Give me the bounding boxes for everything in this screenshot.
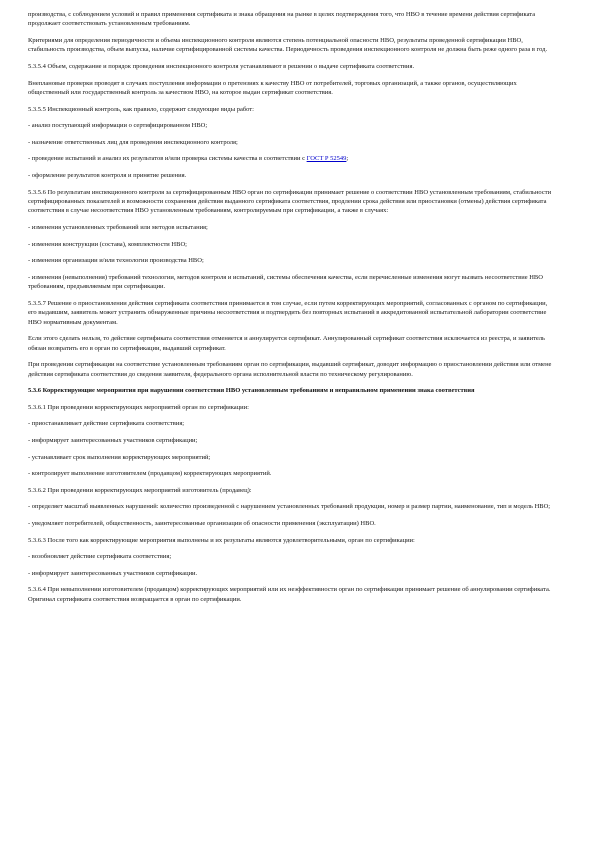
list-item-testing — [28, 154, 557, 163]
list-item-inform-participants: - информирует заинтересованных участников сертификации; — [28, 436, 198, 444]
paragraph-5-3-6-3: 5.3.6.3 После того как корректирующие мероприятия выполнены и их результаты являются удовлетворительными, орган по сертификации: — [28, 536, 415, 544]
section-heading-5-3-6: 5.3.6 Корректирующие мероприятия при нарушении соответствия НВО установленным требованиям и неправильном применении знака соответствия — [28, 387, 475, 395]
paragraph-certification-notice: При проведении сертификации на соответствие установленным требованиям орган по сертификации, выдавший сертификат, доводит информацию о приостановлении действия или отмене действия сертификата соответствия до сведения заявителя, федерального органа исполнительной власти по техническому регулированию. — [28, 361, 552, 378]
paragraph-5-3-5-7: 5.3.5.7 Решение о приостановлении действия сертификата соответствия принимается в том случае, если путем корректирующих мероприятий, согласованных с органом по сертификации, его выдавшим, заявитель может устранить обнаруженные причины несоответствия и подтвердить без повторных испытаний в аккредитованной испытательной лаборатории соответствие НВО нормативным документам. — [28, 299, 548, 326]
list-item-change-methods: - изменения (невыполнения) требований технологии, методов контроля и испытаний, системы обеспечения качества, если перечисленные изменения могут вызвать несоответствие НВО требованиям, предъявляемым при сертификации. — [28, 273, 543, 291]
list-item-set-deadline: - устанавливает срок выполнения корректирующих мероприятий; — [28, 453, 211, 461]
paragraph-unscheduled-checks: Внеплановые проверки проводят в случаях поступления информации о претензиях к качеству НВО от потребителей, торговых организаций, а также органов, осуществляющих общественный или государственный контроль за качеством НВО, на которое выдан сертификат соответствия. — [28, 79, 517, 96]
list-item-determine-scope: - определяет масштаб выявленных нарушений: количество произведенной с нарушением установленных требований продукции, номер и размер партии, наименование, тип и модель НВО; — [28, 503, 551, 511]
list-item-analysis: - анализ поступающей информации о сертифицированном НВО; — [28, 122, 208, 130]
list-item-inform-participants-2: - информирует заинтересованных участников сертификации. — [28, 569, 198, 577]
paragraph-5-3-6-2: 5.3.6.2 При проведении корректирующих мероприятий изготовитель (продавец): — [28, 486, 252, 494]
paragraph-5-3-5-5: 5.3.5.5 Инспекционный контроль, как правило, содержит следующие виды работ: — [28, 105, 254, 113]
paragraph-5-3-6-4: 5.3.6.4 При невыполнении изготовителем (продавцом) корректирующих мероприятий или их неэффективности орган по сертификации принимает решение об аннулировании сертификата. Оригинал сертификата соответствия возвращается в орган по сертификации. — [28, 586, 551, 603]
list-item-resume-certificate: - возобновляет действие сертификата соответствия; — [28, 553, 172, 561]
paragraph-5-3-5-4: 5.3.5.4 Объем, содержание и порядок проведения инспекционного контроля устанавливают в решении о выдаче сертификата соответствия. — [28, 63, 415, 70]
paragraph-5-3-5-6: 5.3.5.6 По результатам инспекционного контроля за сертифицированным НВО орган по сертификации принимает решение о соответствии НВО установленным требованиям, стабильности сертифицированных показателей и возможности сохранения действия выданного сертификата соответствия, продлении срока действия или приостановки (отмены) действия сертификата соответствия в случае несоответствия НВО установленным требованиям, контролируемым при сертификации, а также в случаях: — [28, 188, 552, 215]
gost-link[interactable]: ГОСТ Р 52549 — [306, 155, 347, 163]
list-item-testing-text: - проведение испытаний и анализ их результатов и/или проверка системы качества в соответствии с — [28, 155, 307, 163]
paragraph-certificate-cancellation: Если этого сделать нельзя, то действие сертификата соответствия отменяется и аннулируется сертификат. Аннулированный сертификат соответствия исключается из реестра, и заявитель обязан возвратить его в орган по сертификации, выдавший сертификат. — [28, 335, 546, 352]
list-item-suspend-certificate: - приостанавливает действие сертификата соответствия; — [28, 420, 185, 428]
list-item-appoint-responsible: - назначение ответственных лиц для проведения инспекционного контроля; — [28, 138, 238, 146]
list-item-change-requirements: - изменения установленных требований или методов испытания; — [28, 223, 208, 231]
list-item-formalize-results: - оформление результатов контроля и принятие решения. — [28, 171, 187, 179]
list-item-testing-end: ; — [346, 155, 349, 163]
list-item-notify-consumers: - уведомляет потребителей, общественность, заинтересованные организации об опасности применения (эксплуатации) НВО. — [28, 519, 376, 527]
paragraph-inspection-criteria: Критериями для определения периодичности и объема инспекционного контроля являются степень потенциальной опасности НВО, результаты проведенной сертификации НВО, стабильность производства, объем выпуска, наличие сертифицированной системы качества. Периодичность проведения инспекционного контроля не должна быть реже одного раза в год. — [28, 37, 548, 54]
list-item-control-execution: - контролирует выполнение изготовителем (продавцом) корректирующих мероприятий. — [28, 470, 272, 478]
paragraph-5-3-6-1: 5.3.6.1 При проведении корректирующих мероприятий орган по сертификации: — [28, 403, 249, 411]
list-item-change-design: - изменения конструкции (состава), комплектности НВО; — [28, 240, 187, 248]
paragraph-production-compliance: производства, с соблюдением условий и правил применения сертификата и знака обращения на рынке в целях подтверждения того, что НВО в течение времени действия сертификата продолжает соответствовать установленным требованиям. — [28, 11, 536, 28]
list-item-change-technology: - изменения организации и/или технологии производства НВО; — [28, 257, 204, 265]
